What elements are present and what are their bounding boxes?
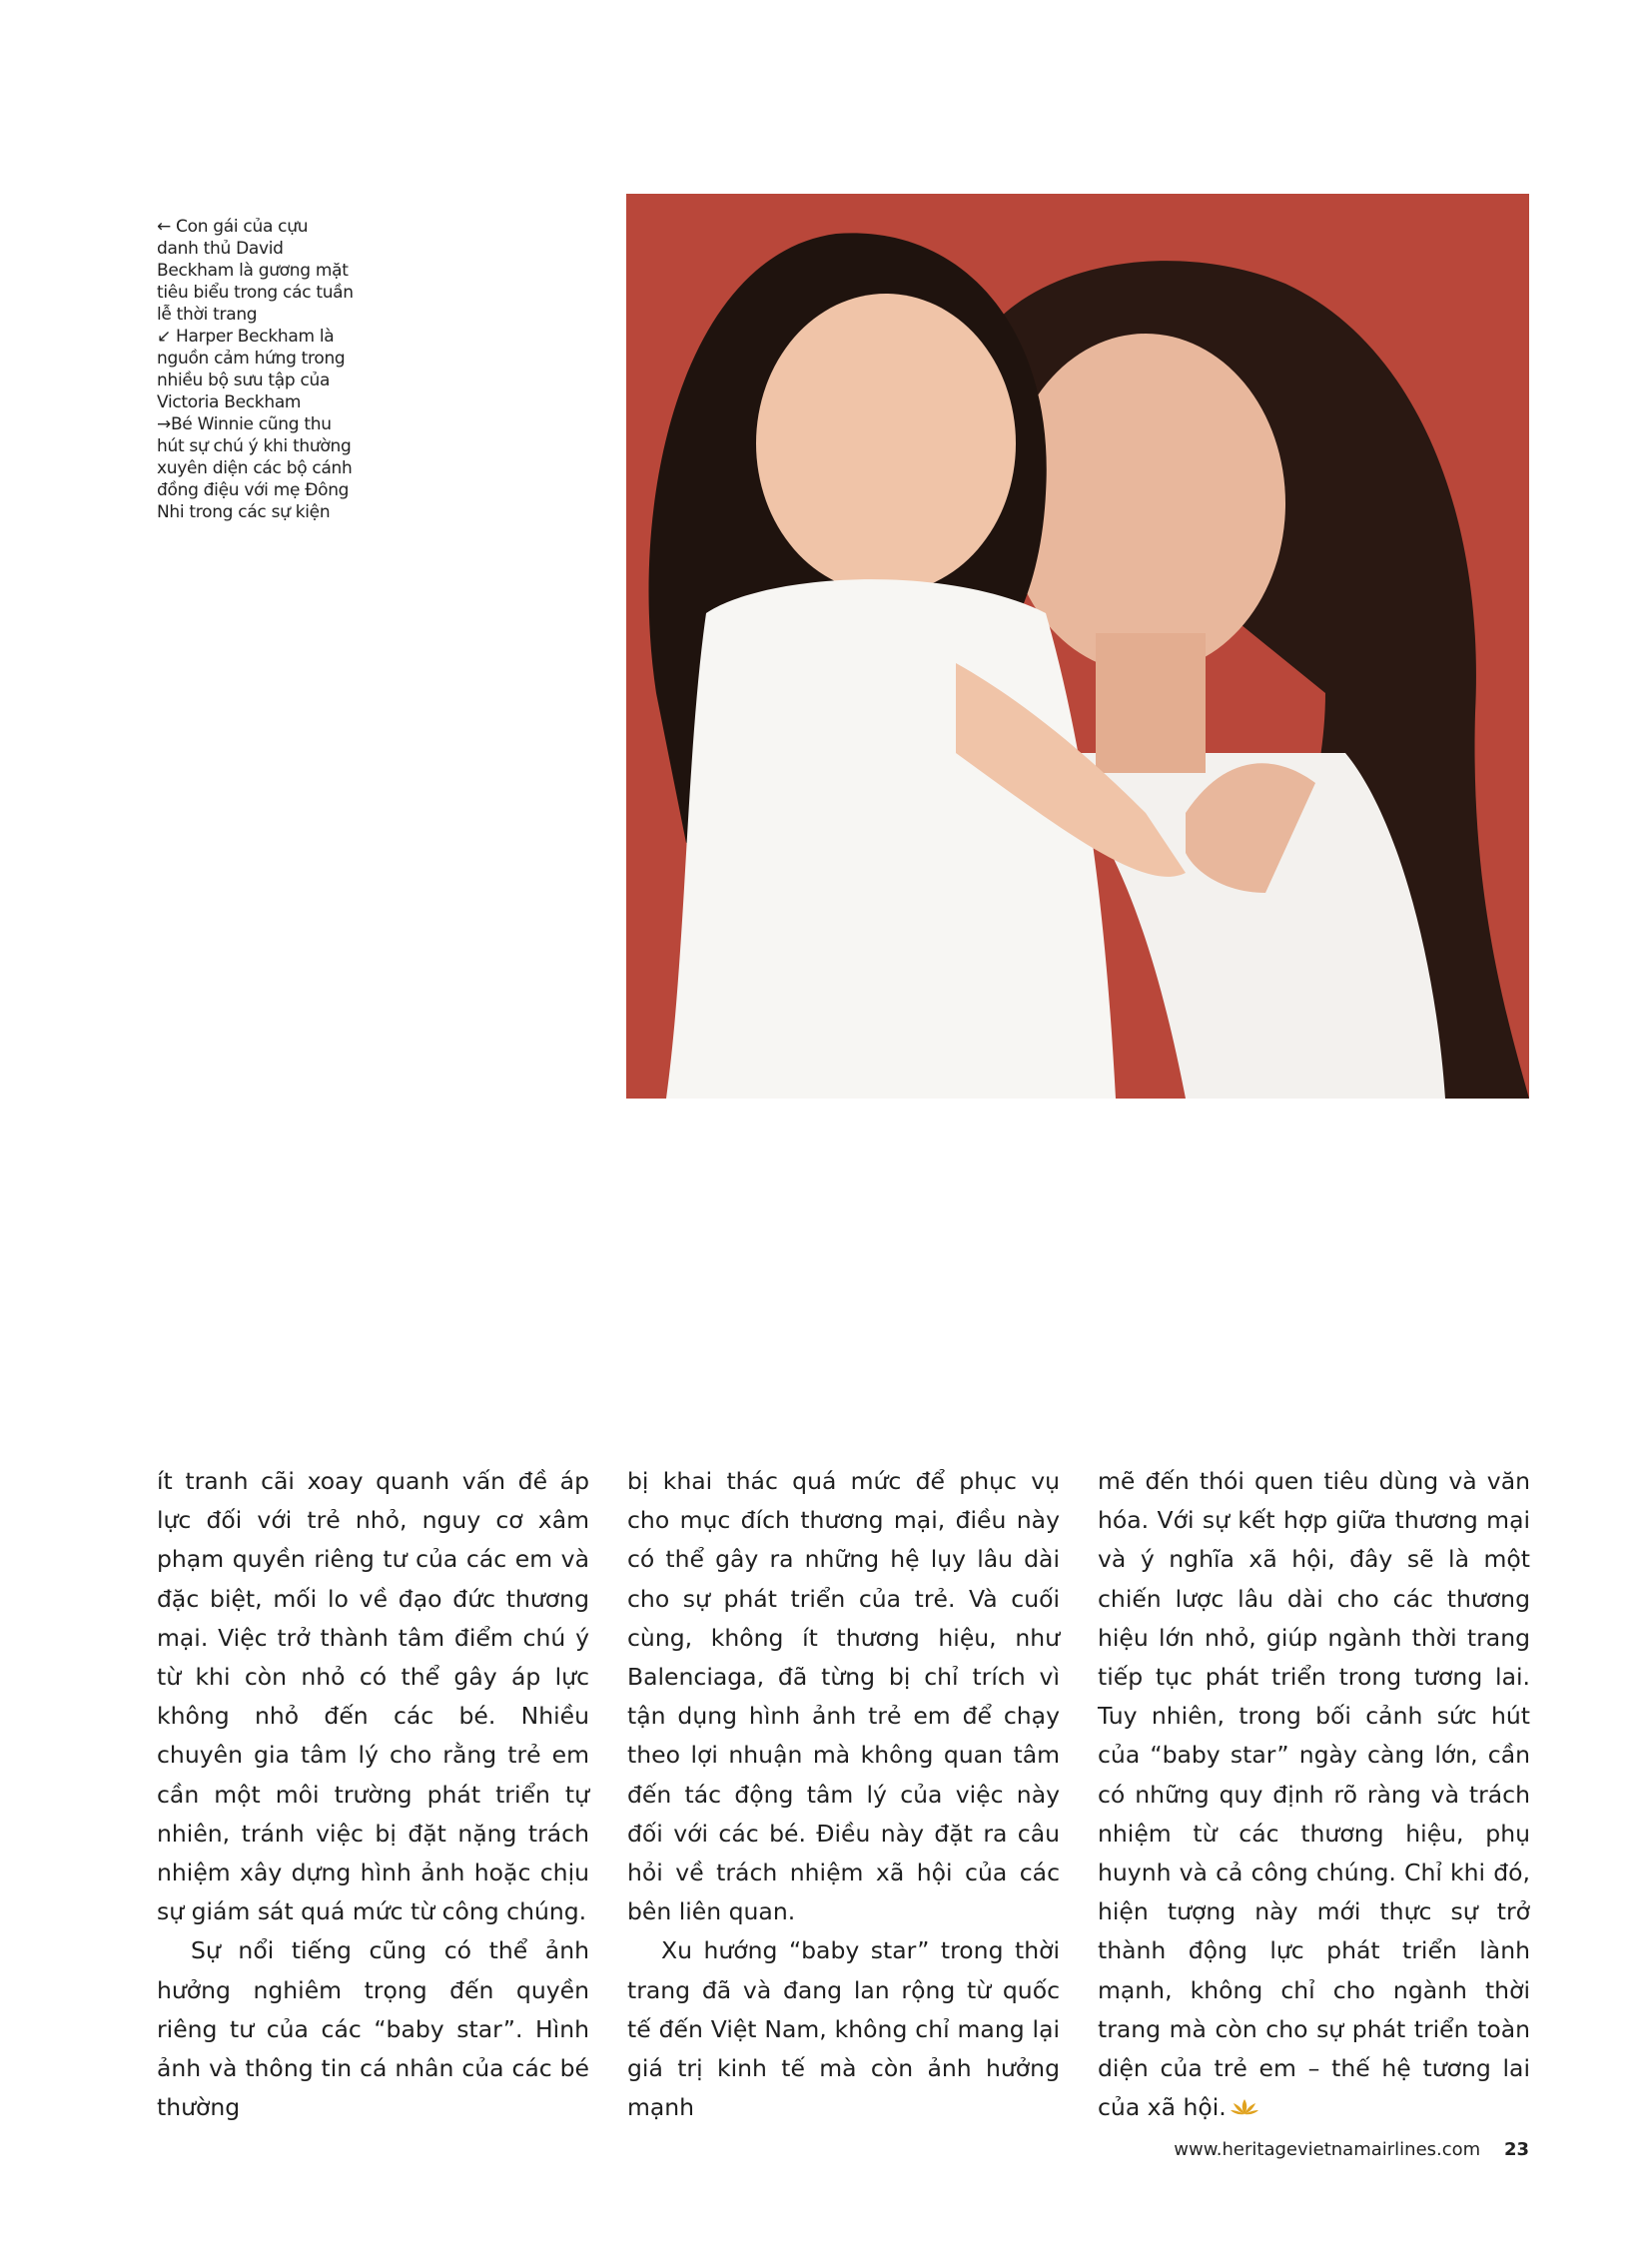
article-column-2	[627, 1462, 1060, 2127]
page-number: 23	[1503, 2139, 1529, 2160]
caption-line: danh thủ David	[157, 239, 284, 259]
caption-line: ← Con gái của cựu	[157, 217, 309, 237]
caption-line: tiêu biểu trong các tuần	[157, 283, 354, 303]
article-column-1	[157, 1462, 589, 2127]
mother-daughter-photo	[626, 194, 1529, 1099]
caption-line: nhiều bộ sưu tập của	[157, 371, 331, 390]
article-paragraph: bị khai thác quá mức để phục vụ cho mục đích thương mại, điều này có thể gây ra những hệ lụy lâu dài cho sự phát triển của trẻ. Và cuối cùng, không ít thương hiệu, như Balenciaga, đã từng bị chỉ trích vì tận dụng hình ảnh trẻ em để chạy theo lợi nhuận mà không quan tâm đến tác động tâm lý của việc này đối với các bé. Điều này đặt ra câu hỏi về trách nhiệm xã hội của các bên liên quan.	[627, 1467, 1060, 1926]
caption-line: nguồn cảm hứng trong	[157, 349, 346, 369]
caption-line: xuyên diện các bộ cánh	[157, 458, 353, 478]
article-paragraph: Sự nổi tiếng cũng có thể ảnh hưởng nghiêm trọng đến quyền riêng tư của các “baby star”. Hình ảnh và thông tin cá nhân của các bé thường	[157, 1936, 589, 2122]
footer-url: www.heritagevietnamairlines.com	[1174, 2139, 1481, 2160]
article-paragraph-text: mẽ đến thói quen tiêu dùng và văn hóa. Với sự kết hợp giữa thương mại và ý nghĩa xã hội, đây sẽ là một chiến lược lâu dài cho các thương hiệu lớn nhỏ, giúp ngành thời trang tiếp tục phát triển trong tương lai. Tuy nhiên, trong bối cảnh sức hút của “baby star” ngày càng lớn, cần có những quy định rõ ràng và trách nhiệm từ các thương hiệu, phụ huynh và cả công chúng. Chỉ khi đó, hiện tượng này mới thực sự trở thành động lực phát triển lành mạnh, không chỉ cho ngành thời trang mà còn cho sự phát triển toàn diện của trẻ em – thế hệ tương lai của xã hội.	[1098, 1467, 1530, 2122]
caption-line: Beckham là gương mặt	[157, 261, 349, 281]
photo-caption	[157, 216, 357, 523]
photo-illustration	[626, 194, 1529, 1099]
article-paragraph: Xu hướng “baby star” trong thời trang đã và đang lan rộng từ quốc tế đến Việt Nam, không chỉ mang lại giá trị kinh tế mà còn ảnh hưởng mạnh	[627, 1936, 1060, 2122]
article-paragraph: ít tranh cãi xoay quanh vấn đề áp lực đối với trẻ nhỏ, nguy cơ xâm phạm quyền riêng tư của các em và đặc biệt, mối lo về đạo đức thương mại. Việc trở thành tâm điểm chú ý từ khi còn nhỏ có thể gây áp lực không nhỏ đến các bé. Nhiều chuyên gia tâm lý cho rằng trẻ em cần một môi trường phát triển tự nhiên, tránh việc bị đặt nặng trách nhiệm xây dựng hình ảnh hoặc chịu sự giám sát quá mức từ công chúng.	[157, 1467, 589, 1926]
caption-line: hút sự chú ý khi thường	[157, 436, 352, 456]
caption-line: Nhi trong các sự kiện	[157, 502, 331, 522]
article-paragraph	[1098, 1462, 1530, 2127]
page-footer	[1174, 2139, 1529, 2160]
caption-line: →Bé Winnie cũng thu	[157, 414, 332, 434]
caption-line: Victoria Beckham	[157, 392, 302, 412]
caption-line: lễ thời trang	[157, 305, 258, 325]
lotus-end-mark-icon	[1231, 2097, 1258, 2117]
caption-line: ↙ Harper Beckham là	[157, 327, 335, 347]
caption-line: đồng điệu với mẹ Đông	[157, 480, 350, 500]
article-column-3	[1098, 1462, 1530, 2127]
